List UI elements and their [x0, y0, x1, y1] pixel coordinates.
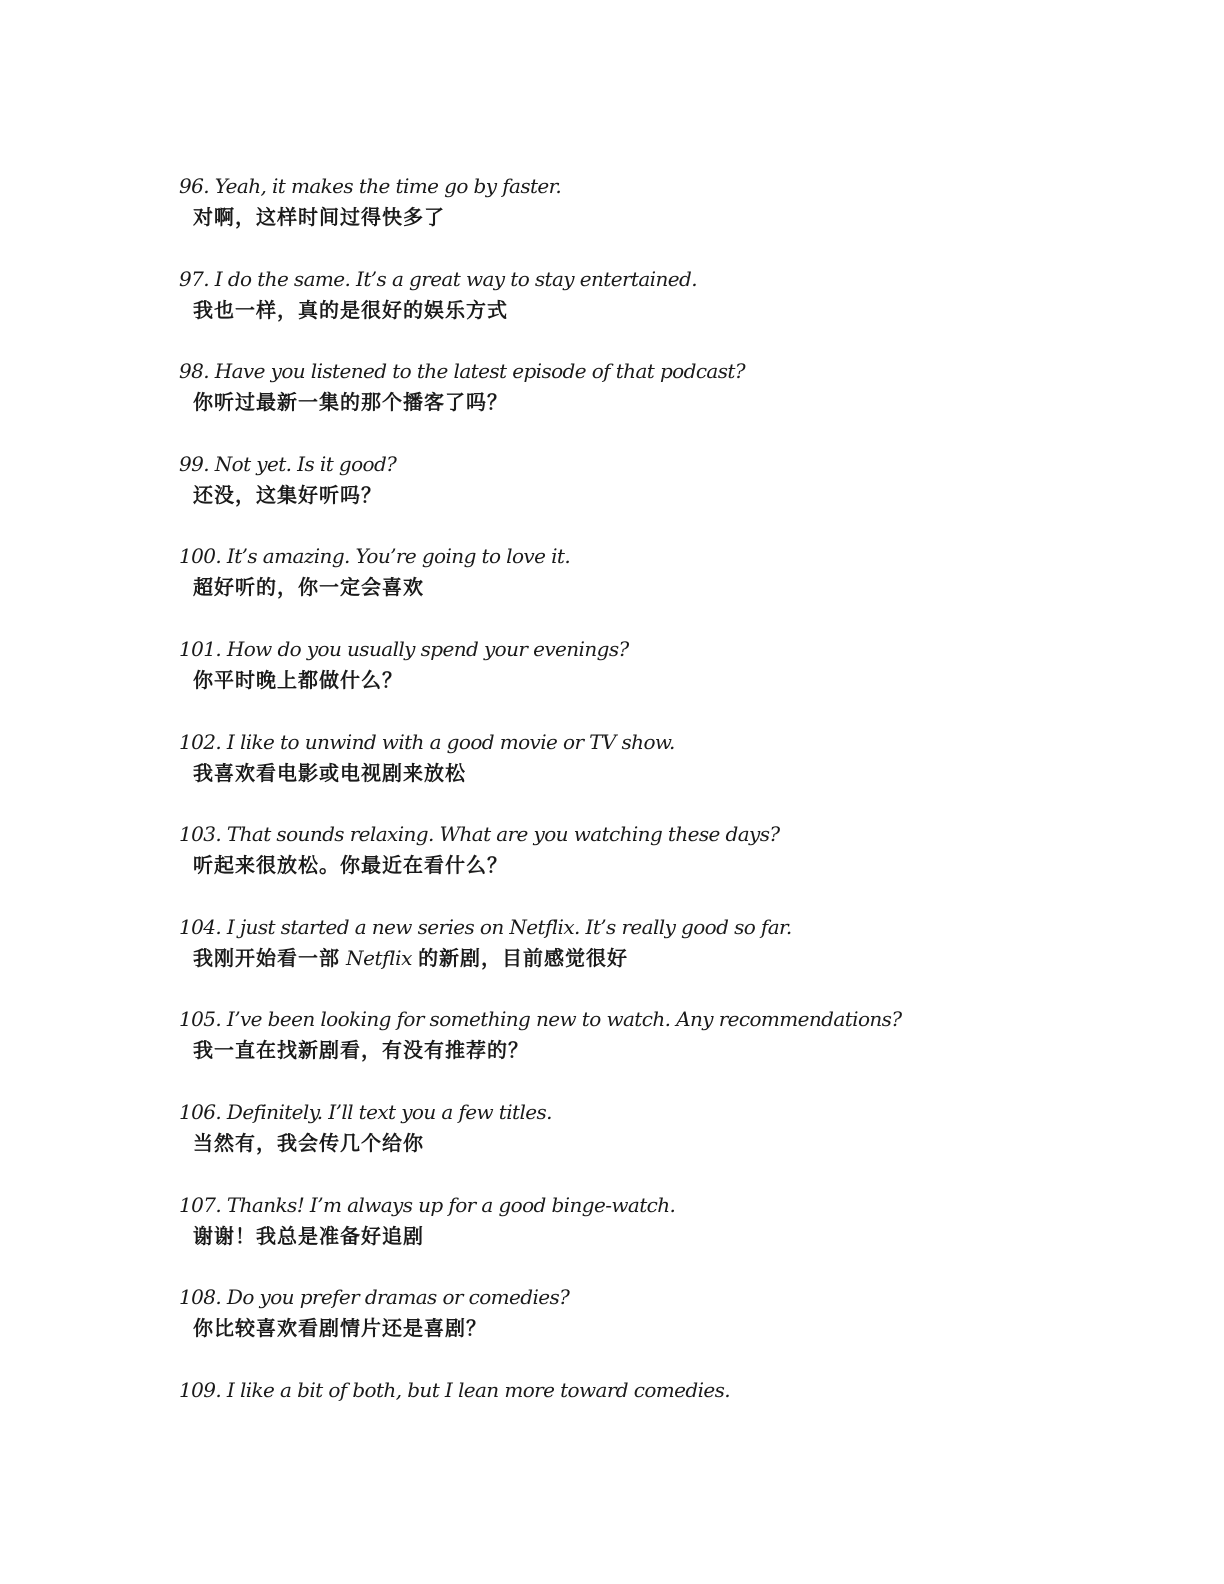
- translation-part: 我刚开始看一部: [193, 945, 340, 970]
- english-line: 105. I’ve been looking for something new to watch. Any recommendations?: [179, 1007, 902, 1032]
- chinese-translation: 你听过最新一集的那个播客了吗？: [193, 390, 508, 415]
- dialogue-entry: [179, 540, 1079, 633]
- chinese-translation: 当然有，我会传几个给你: [193, 1130, 424, 1155]
- english-line: 100. It’s amazing. You’re going to love it.: [179, 544, 571, 569]
- dialogue-entry: [179, 726, 1079, 819]
- english-line: 101. How do you usually spend your evenings?: [179, 636, 629, 661]
- chinese-translation: 听起来很放松。你最近在看什么？: [193, 853, 508, 878]
- chinese-translation: 你比较喜欢看剧情片还是喜剧？: [193, 1316, 487, 1341]
- dialogue-entry: [179, 1281, 1079, 1374]
- dialogue-list: [179, 170, 1079, 1466]
- translation-part: 的新剧，目前感觉很好: [418, 945, 629, 970]
- dialogue-entry: [179, 1003, 1079, 1096]
- chinese-translation: 超好听的，你一定会喜欢: [193, 575, 424, 600]
- chinese-translation: 谢谢！我总是准备好追剧: [193, 1223, 424, 1248]
- dialogue-entry: [179, 1096, 1079, 1189]
- english-line: 108. Do you prefer dramas or comedies?: [179, 1285, 570, 1310]
- english-line: 106. Definitely. I’ll text you a few titles.: [179, 1099, 552, 1124]
- english-line: 104. I just started a new series on Netflix. It’s really good so far.: [179, 914, 792, 939]
- dialogue-entry: [179, 1189, 1079, 1282]
- dialogue-entry: [179, 911, 1079, 1004]
- english-line: 109. I like a bit of both, but I lean more toward comedies.: [179, 1377, 731, 1402]
- english-line: 103. That sounds relaxing. What are you watching these days?: [179, 822, 780, 847]
- brand-name: Netflix: [346, 945, 413, 970]
- chinese-translation: 我一直在找新剧看，有没有推荐的？: [193, 1038, 529, 1063]
- dialogue-entry: [179, 1374, 1079, 1467]
- dialogue-entry: [179, 633, 1079, 726]
- dialogue-entry: [179, 355, 1079, 448]
- dialogue-entry: [179, 263, 1079, 356]
- english-line: 102. I like to unwind with a good movie or TV show.: [179, 729, 675, 754]
- dialogue-entry: [179, 170, 1079, 263]
- chinese-translation: 我喜欢看电影或电视剧来放松: [193, 760, 466, 785]
- chinese-translation: [193, 944, 628, 972]
- english-line: 96. Yeah, it makes the time go by faster.: [179, 174, 562, 198]
- english-line: 107. Thanks! I’m always up for a good binge-watch.: [179, 1192, 676, 1217]
- english-line: 98. Have you listened to the latest episode of that podcast?: [179, 359, 745, 384]
- chinese-translation: 对啊，这样时间过得快多了: [193, 205, 445, 229]
- dialogue-entry: [179, 818, 1079, 911]
- english-line: 97. I do the same. It’s a great way to stay entertained.: [179, 266, 697, 291]
- chinese-translation: 我也一样，真的是很好的娱乐方式: [193, 297, 508, 322]
- chinese-translation: 还没，这集好听吗？: [193, 482, 382, 507]
- chinese-translation: 你平时晚上都做什么？: [193, 667, 403, 692]
- dialogue-entry: [179, 448, 1079, 541]
- english-line: 99. Not yet. Is it good?: [179, 451, 397, 476]
